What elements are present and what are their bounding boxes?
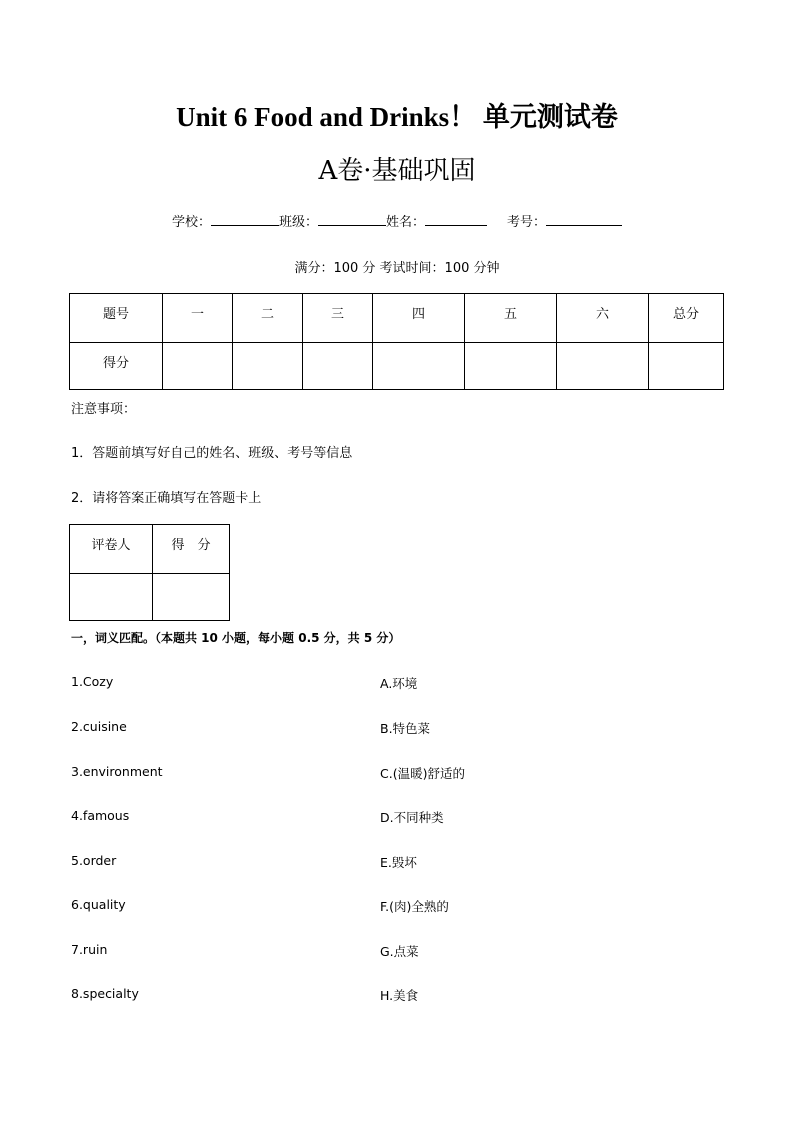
score-table-header: 一 <box>163 294 233 343</box>
match-word: 3.environment <box>71 764 163 779</box>
school-label: 学校： <box>171 215 211 230</box>
score-cell[interactable] <box>557 343 649 390</box>
page-title: Unit 6 Food and Drinks！ 单元测试卷 <box>176 102 618 132</box>
match-word: 8.specialty <box>71 986 139 1001</box>
grader-cell[interactable] <box>70 574 153 621</box>
page-subtitle: A卷·基础巩固 <box>318 156 476 186</box>
name-blank[interactable] <box>425 211 487 226</box>
match-word: 5.order <box>71 853 117 868</box>
section-heading: 一，词义匹配。（本题共 10 小题，每小题 0.5 分，共 5 分） <box>71 631 401 645</box>
match-word: 6.quality <box>71 897 126 912</box>
notes-heading: 注意事项： <box>71 402 137 417</box>
exam-no-blank[interactable] <box>546 211 622 226</box>
match-word: 1.Cozy <box>71 674 114 689</box>
match-word: 7.ruin <box>71 942 108 957</box>
grader-score-label: 得 分 <box>153 525 230 574</box>
score-cell[interactable] <box>303 343 373 390</box>
score-info: 满分：100 分 考试时间：100 分钟 <box>294 261 500 276</box>
score-table-header: 总分 <box>649 294 724 343</box>
grader-label: 评卷人 <box>70 525 153 574</box>
grader-table-header-row <box>70 525 230 574</box>
grader-table-row <box>70 574 230 621</box>
score-table-header: 五 <box>465 294 557 343</box>
match-meaning: F.(肉)全熟的 <box>380 899 449 914</box>
score-table-header-row <box>70 294 724 343</box>
name-label: 姓名： <box>386 215 426 230</box>
score-table-header: 四 <box>373 294 465 343</box>
score-cell[interactable] <box>233 343 303 390</box>
school-blank[interactable] <box>211 211 279 226</box>
match-meaning: G.点菜 <box>380 944 419 959</box>
grader-score-cell[interactable] <box>153 574 230 621</box>
match-word: 2.cuisine <box>71 719 127 734</box>
score-table-header: 三 <box>303 294 373 343</box>
score-cell[interactable] <box>163 343 233 390</box>
score-cell[interactable] <box>373 343 465 390</box>
notes-item: 2．请将答案正确填写在答题卡上 <box>71 491 262 506</box>
match-meaning: D.不同种类 <box>380 810 444 825</box>
score-table-header: 六 <box>557 294 649 343</box>
class-label: 班级： <box>278 215 318 230</box>
match-word: 4.famous <box>71 808 130 823</box>
score-cell[interactable] <box>649 343 724 390</box>
match-meaning: C.(温暖)舒适的 <box>380 766 465 781</box>
student-info-line <box>0 211 794 230</box>
match-meaning: B.特色菜 <box>380 721 431 736</box>
grader-table <box>69 524 230 621</box>
score-cell[interactable] <box>465 343 557 390</box>
score-table-header: 二 <box>233 294 303 343</box>
score-row-label: 得分 <box>70 343 163 390</box>
notes-item: 1．答题前填写好自己的姓名、班级、考号等信息 <box>71 446 353 461</box>
match-meaning: H.美食 <box>380 988 419 1003</box>
score-table-header: 题号 <box>70 294 163 343</box>
match-meaning: A.环境 <box>380 676 418 691</box>
exam-no-label: 考号： <box>507 215 547 230</box>
match-meaning: E.毁坏 <box>380 855 417 870</box>
class-blank[interactable] <box>318 211 386 226</box>
score-table <box>69 293 724 390</box>
score-table-score-row <box>70 343 724 390</box>
